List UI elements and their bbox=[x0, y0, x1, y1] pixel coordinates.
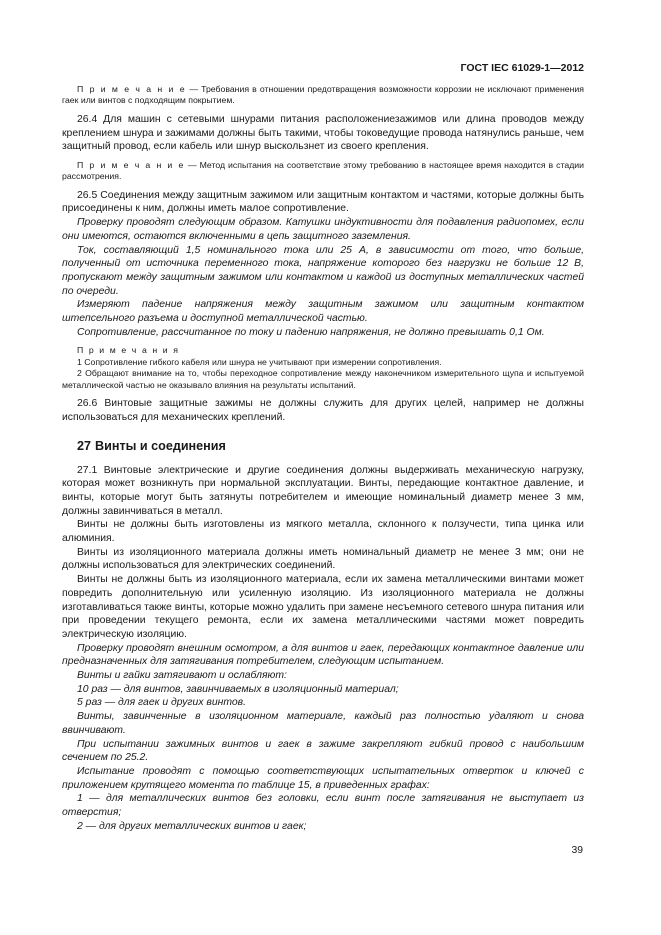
note-label: П р и м е ч а н и е bbox=[77, 159, 185, 170]
note-item-1: 1 Сопротивление гибкого кабеля или шнура не учитывают при измерении сопротивления. bbox=[77, 356, 442, 367]
note-corrosion bbox=[62, 84, 584, 107]
clause-27-1-para-2: Винты не должны быть изготовлены из мягкого металла, склонного к ползучести, типа цинка или алюминия. bbox=[62, 519, 584, 545]
note-text: — Метод испытания на соответствие этому требованию в настоящее время находится в стадии рассмотрения. bbox=[62, 159, 584, 182]
clause-26-5-test-1: Проверку проводят следующим образом. Катушки индуктивности для подавления радиопомех, если они имеются, остаются включенными в цепь защитного заземления. bbox=[62, 217, 584, 242]
clause-27-1-para-3: Винты из изоляционного материала должны иметь номинальный диаметр не менее 3 мм; они не должны использоваться для электрических соединений. bbox=[62, 546, 584, 572]
page-body bbox=[62, 84, 584, 833]
note-text: — Требования в отношении предотвращения возможности коррозии не исключают применения гаек или винтов с подходящим покрытием. bbox=[62, 84, 584, 106]
note-item-2: 2 Обращают внимание на то, чтобы переходное сопротивление между наконечником измерительного щупа и испытуемой металлической частью не оказывало влияния на результаты испытаний. bbox=[62, 368, 584, 390]
clause-26-5-test-2: Ток, составляющий 1,5 номинального тока или 25 А, в зависимости от того, что больше, полученный от источника переменного тока, напряжение которого без нагрузки не больше 12 В, пропускают между защитным зажимом или контактом и каждой из доступных металлических частей по очереди. bbox=[62, 244, 584, 297]
clause-26-4: 26.4 Для машин с сетевыми шнурами питания расположениезажимов или длина проводов между креплением шнура и зажимами должны быть такими, чтобы токоведущие провода натянулись раньше, чем защитный провод, если кабель или шнур выскользнет из своего крепления. bbox=[62, 113, 584, 153]
clause-26-5-test-3: Измеряют падение напряжения между защитным зажимом или защитным контактом штепсельного разъема и доступной металлической частью. bbox=[62, 299, 584, 325]
clause-27-1-test-2: Винты и гайки затягивают и ослабляют: bbox=[77, 670, 287, 682]
clause-27-1-para-4: Винты не должны быть из изоляционного материала, если их замена металлическими винтами может повредить дополнительную или усиленную изоляцию. Из изоляционного материала не должны изготавливаться также винты, которые можно удалить при замене несъемного сетевого шнура питания или при проведении текущего ремонта, если их замена металлическими частями может повредить электрическую изоляцию. bbox=[62, 574, 584, 640]
clause-27-1-test-4: 5 раз — для гаек и других винтов. bbox=[77, 697, 246, 709]
clause-27-1-test-8: 1 — для металлических винтов без головки, если винт после затягивания не выступает из отверстия; bbox=[62, 793, 584, 819]
clause-27-1: 27.1 Винтовые электрические и другие соединения должны выдерживать механическую нагрузку, которая может возникнуть при нормальной эксплуатации. Винты, передающие контактное давление, и винты, которые могут быть затянуты потребителем и имеющие номинальный диаметр менее 3 мм, должны завинчиваться в металл. bbox=[62, 464, 584, 517]
document-code-header: ГОСТ IEC 61029-1—2012 bbox=[460, 62, 584, 74]
note-test-method bbox=[62, 160, 584, 183]
clause-27-1-test-6: При испытании зажимных винтов и гаек в зажиме закрепляют гибкий провод с наибольшим сечением по 25.2. bbox=[62, 738, 584, 764]
clause-26-6: 26.6 Винтовые защитные зажимы не должны служить для других целей, например не должны использоваться для механических креплений. bbox=[62, 398, 584, 423]
section-27-heading bbox=[77, 439, 584, 453]
clause-27-1-test-3: 10 раз — для винтов, завинчиваемых в изоляционный материал; bbox=[77, 683, 399, 695]
clause-27-1-test-5: Винты, завинченные в изоляционном материале, каждый раз полностью удаляют и снова ввинчивают. bbox=[62, 711, 584, 736]
clause-27-1-test-9: 2 — для других металлических винтов и гаек; bbox=[77, 820, 307, 832]
clause-27-1-test-7: Испытание проводят с помощью соответствующих испытательных отверток и ключей с приложением крутящего момента по таблице 15, в приведенных графах: bbox=[62, 765, 584, 791]
section-number: 27 bbox=[77, 438, 92, 453]
page-number: 39 bbox=[571, 845, 583, 856]
section-title: Винты и соединения bbox=[95, 438, 226, 453]
clause-26-5-test-4: Сопротивление, рассчитанное по току и падению напряжения, не должно превышать 0,1 Ом. bbox=[77, 326, 545, 338]
clause-26-5: 26.5 Соединения между защитным зажимом или защитным контактом и частями, которые должны быть присоединены к ним, должны иметь малое сопротивление. bbox=[62, 189, 584, 215]
clause-27-1-test-1: Проверку проводят внешним осмотром, а для винтов и гаек, передающих контактное давление или предназначенных для затягивания потребителем, следующим испытанием. bbox=[62, 642, 584, 668]
note-label: П р и м е ч а н и е bbox=[77, 84, 187, 94]
notes-heading: П р и м е ч а н и я bbox=[77, 345, 180, 356]
